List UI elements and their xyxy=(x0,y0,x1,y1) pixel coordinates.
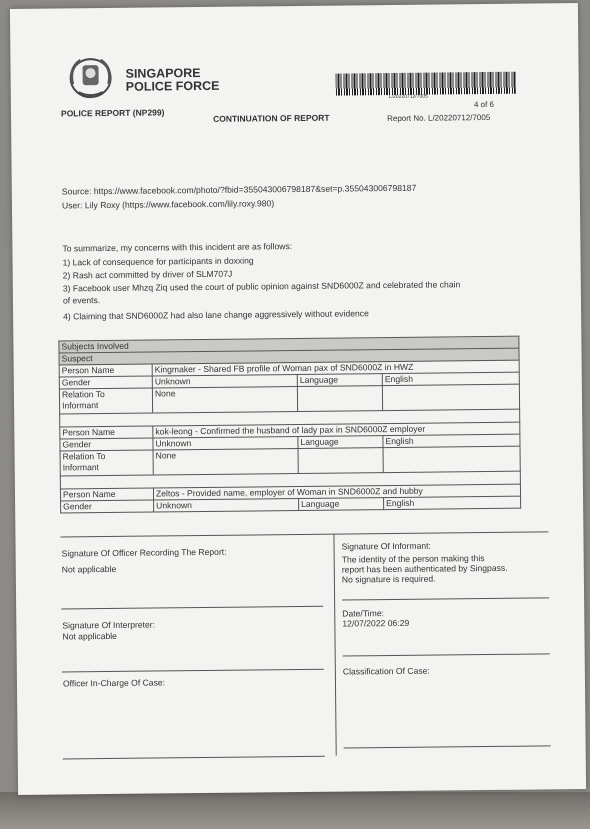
gender-label: Gender xyxy=(59,376,152,389)
officer-in-charge-label: Officer In-Charge Of Case: xyxy=(62,677,166,689)
page-indicator: 4 of 6 xyxy=(473,99,494,110)
language-value: English xyxy=(382,372,519,385)
empty-cell xyxy=(298,448,383,474)
divider xyxy=(60,531,548,537)
divider xyxy=(333,534,336,756)
relation-label xyxy=(59,388,152,414)
subjects-subtitle: Suspect xyxy=(59,348,519,365)
person-name-value: kok-leong - Confirmed the husband of lady pax in SND6000Z employer xyxy=(153,422,520,438)
interpreter-signature-value: Not applicable xyxy=(62,630,117,642)
datetime-label: Date/Time: xyxy=(342,608,385,619)
informant-signature-label: Signature Of Informant: xyxy=(341,540,431,552)
summary-intro: To summarize, my concerns with this incident are as follows: xyxy=(62,241,293,254)
informant-note: The identity of the person making this xyxy=(341,553,485,565)
summary-item: 3) Facebook user Mhzq Ziq used the court of public opinion against SND6000Z and celebrated the chain xyxy=(62,279,461,294)
summary-item: of events. xyxy=(62,295,101,306)
summary-item: 2) Rash act committed by driver of SLM707J xyxy=(62,268,233,281)
summary-item: 4) Claiming that SND6000Z had also lane change aggressively without evidence xyxy=(63,308,369,322)
person-name-label: Person Name xyxy=(60,488,153,501)
police-crest-logo xyxy=(64,54,116,101)
report-page xyxy=(10,3,586,795)
relation-label-line2: Informant xyxy=(62,400,99,411)
interpreter-signature-label: Signature Of Interpreter: xyxy=(62,619,156,631)
divider xyxy=(343,653,550,656)
officer-signature-value: Not applicable xyxy=(61,563,117,575)
gender-label: Gender xyxy=(60,438,153,451)
org-line1: SINGAPORE xyxy=(125,66,201,81)
language-value: English xyxy=(383,434,520,447)
empty-cell xyxy=(383,446,520,472)
org-line2: POLICE FORCE xyxy=(125,78,220,94)
user-line: User: Lily Roxy (https://www.facebook.com/lily.roxy.980) xyxy=(61,198,275,211)
relation-value: None xyxy=(153,449,298,476)
divider xyxy=(344,745,551,748)
relation-value: None xyxy=(152,387,297,414)
relation-label xyxy=(60,450,153,476)
background-surface xyxy=(0,792,590,829)
divider xyxy=(342,597,549,600)
gender-label: Gender xyxy=(61,500,154,513)
language-value: English xyxy=(384,496,521,509)
datetime-value: 12/07/2022 06:29 xyxy=(342,617,410,629)
language-label: Language xyxy=(298,436,383,449)
subjects-title: Subjects Involved xyxy=(59,336,519,353)
report-number: Report No. L/20220712/7005 xyxy=(387,112,491,124)
relation-label-line1: Relation To xyxy=(62,451,106,462)
summary-item: 1) Lack of consequence for participants in doxxing xyxy=(62,255,254,268)
gender-value: Unknown xyxy=(152,375,297,389)
officer-signature-label: Signature Of Officer Recording The Report: xyxy=(61,546,227,559)
divider xyxy=(62,669,324,673)
form-title: POLICE REPORT (NP299) xyxy=(60,107,165,119)
person-name-label: Person Name xyxy=(60,426,153,439)
divider xyxy=(61,606,323,610)
relation-label-line2: Informant xyxy=(62,462,100,473)
continuation-title: CONTINUATION OF REPORT xyxy=(213,112,330,124)
person-name-value: Kingmaker - Shared FB profile of Woman pax of SND6000Z in HWZ xyxy=(152,360,519,376)
barcode xyxy=(336,72,516,96)
subjects-table xyxy=(58,336,521,514)
person-name-value: Zeltos - Provided name, employer of Woman in SND6000Z and hubby xyxy=(153,484,520,500)
informant-note: report has been authenticated by Singpass. xyxy=(341,562,508,575)
barcode-text: L/20220712/7005 xyxy=(388,93,428,101)
language-label: Language xyxy=(299,498,384,511)
gender-value: Unknown xyxy=(154,498,299,512)
person-name-label: Person Name xyxy=(59,364,152,377)
source-line: Source: https://www.facebook.com/photo/?fbid=355043006798187&set=p.355043006798187 xyxy=(61,182,417,197)
org-name xyxy=(126,67,220,94)
informant-note: No signature is required. xyxy=(341,573,436,585)
classification-label: Classification Of Case: xyxy=(342,665,430,677)
empty-cell xyxy=(382,384,519,410)
divider xyxy=(63,756,325,760)
gender-value: Unknown xyxy=(153,437,298,451)
language-label: Language xyxy=(297,374,382,387)
empty-cell xyxy=(297,386,382,412)
relation-label-line1: Relation To xyxy=(61,389,105,400)
